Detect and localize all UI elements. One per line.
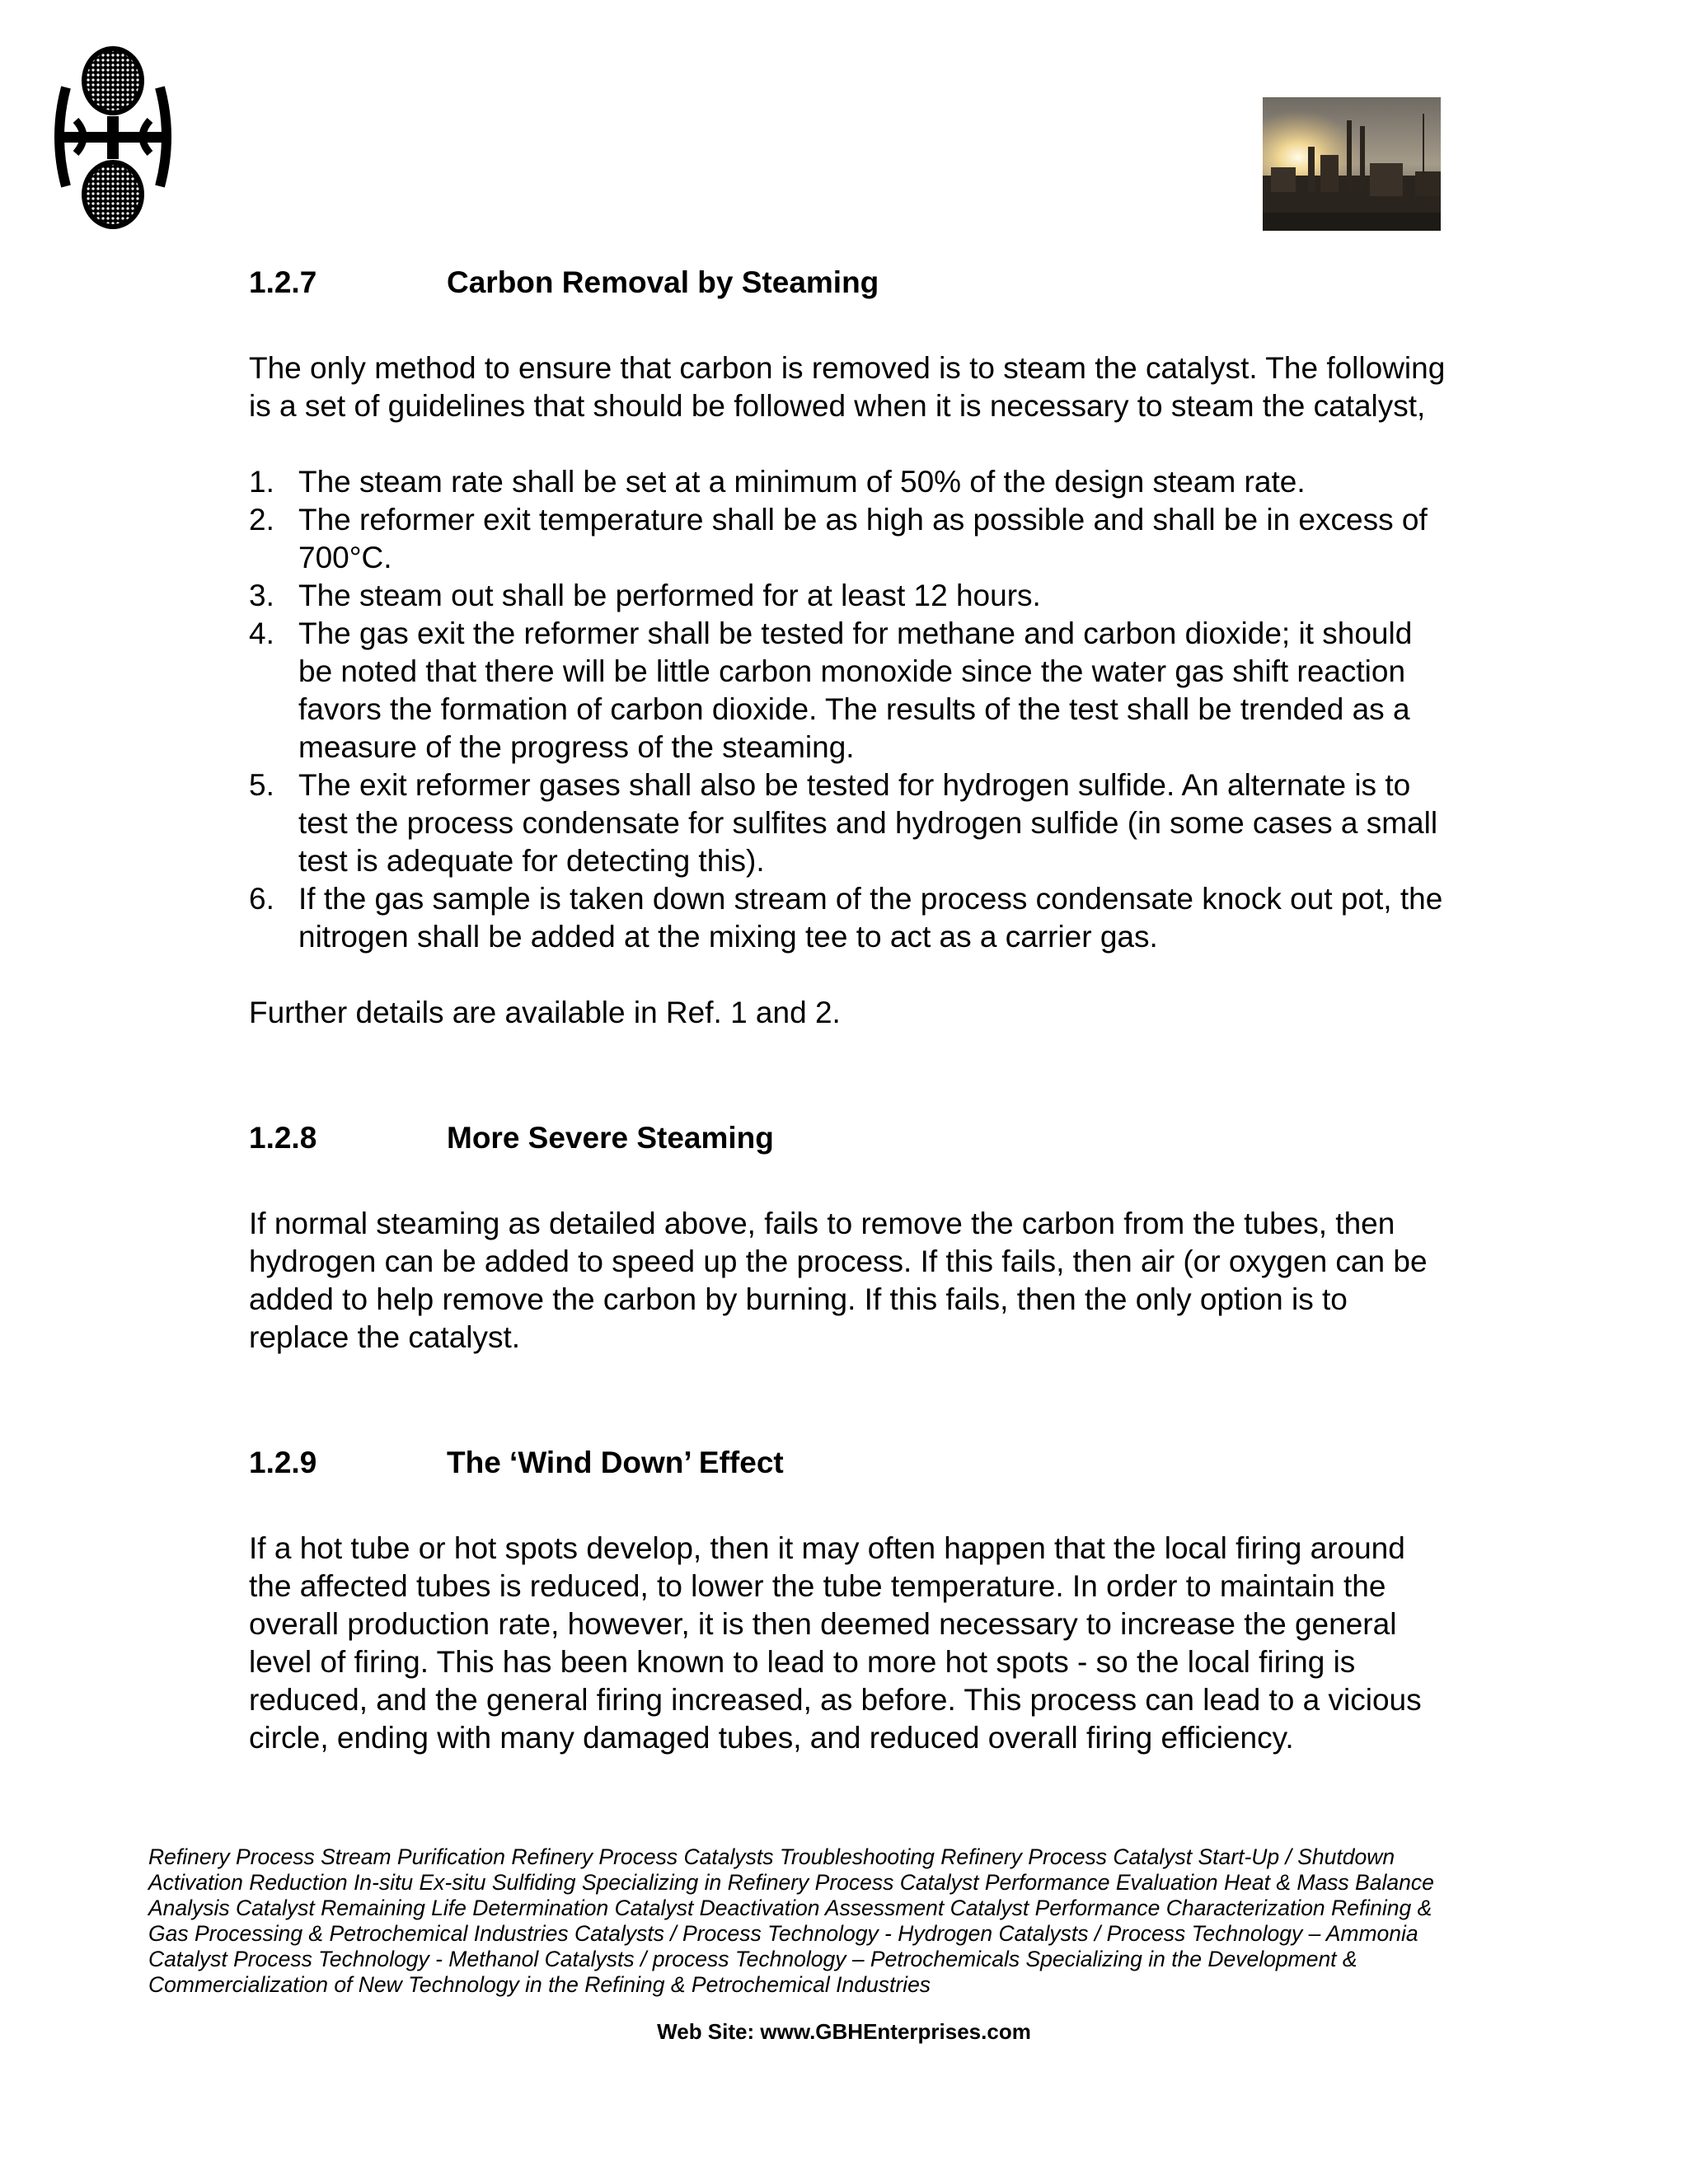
main-content (249, 264, 1452, 1757)
section-number: 1.2.7 (249, 265, 317, 299)
list-item: 6. If the gas sample is taken down stream of the process condensate knock out pot, the nitrogen shall be added at the mixing tee to act as a carrier gas. (249, 882, 1443, 954)
section-heading-1-2-9 (249, 1444, 1452, 1482)
refinery-photo (1263, 97, 1441, 231)
list-item: 4. The gas exit the reformer shall be tested for methane and carbon dioxide; it should be noted that there will be little carbon monoxide since the water gas shift reaction favors the formation of carbon dioxide. The results of the test shall be trended as a measure of the progress of the steaming. (249, 616, 1413, 764)
section-heading-1-2-8 (249, 1119, 1452, 1157)
section-heading-1-2-7 (249, 264, 1452, 302)
section-body-paragraph: If normal steaming as detailed above, fails to remove the carbon from the tubes, then hydrogen can be added to speed up the process. If this fails, then air (or oxygen can be added to help remove the carbon by burning. If this fails, then the only option is to replace the catalyst. (249, 1207, 1428, 1354)
company-logo-icon (51, 38, 175, 236)
section-title: More Severe Steaming (447, 1121, 774, 1155)
section-title: Carbon Removal by Steaming (447, 265, 879, 299)
list-item: 3. The steam out shall be performed for at least 12 hours. (249, 579, 1041, 612)
section-number: 1.2.9 (249, 1446, 317, 1479)
list-item: 5. The exit reformer gases shall also be tested for hydrogen sulfide. An alternate is to test the process condensate for sulfites and hydrogen sulfide (in some cases a small test is adequate for detecting this). (249, 768, 1438, 878)
steaming-guidelines-list (249, 463, 1452, 956)
section-intro-paragraph: The only method to ensure that carbon is removed is to steam the catalyst. The following is a set of guidelines that should be followed when it is necessary to steam the catalyst, (249, 351, 1446, 423)
section-closing-paragraph: Further details are available in Ref. 1 and 2. (249, 996, 841, 1029)
section-number: 1.2.8 (249, 1121, 317, 1155)
footer-keywords: Refinery Process Stream Purification Refinery Process Catalysts Troubleshooting Refinery Process Catalyst Start-Up / Shutdown Activation Reduction In-situ Ex-situ Sulfiding Specializing in Refinery Process Catalyst Performance Evaluation Heat & Mass Balance Analysis Catalyst Remaining Life Determination Catalyst Deactivation Assessment Catalyst Performance Characterization Refining & Gas Processing & Petrochemical Industries Catalysts / Process Technology - Hydrogen Catalysts / Process Technology – Ammonia Catalyst Process Technology - Methanol Catalysts / process Technology – Petrochemicals Specializing in the Development & Commercialization of New Technology in the Refining & Petrochemical Industries (148, 1844, 1434, 1997)
list-item: 2. The reformer exit temperature shall be as high as possible and shall be in excess of 700°C. (249, 503, 1428, 574)
section-title: The ‘Wind Down’ Effect (447, 1446, 784, 1479)
footer-website[interactable]: Web Site: www.GBHEnterprises.com (657, 2019, 1031, 2044)
section-body-paragraph: If a hot tube or hot spots develop, then it may often happen that the local firing around the affected tubes is reduced, to lower the tube temperature. In order to maintain the overall production rate, however, it is then deemed necessary to increase the general level of firing. This has been known to lead to more hot spots - so the local firing is reduced, and the general firing increased, as before. This process can lead to a vicious circle, ending with many damaged tubes, and reduced overall firing efficiency. (249, 1531, 1422, 1755)
list-item: 1. The steam rate shall be set at a minimum of 50% of the design steam rate. (249, 465, 1306, 499)
